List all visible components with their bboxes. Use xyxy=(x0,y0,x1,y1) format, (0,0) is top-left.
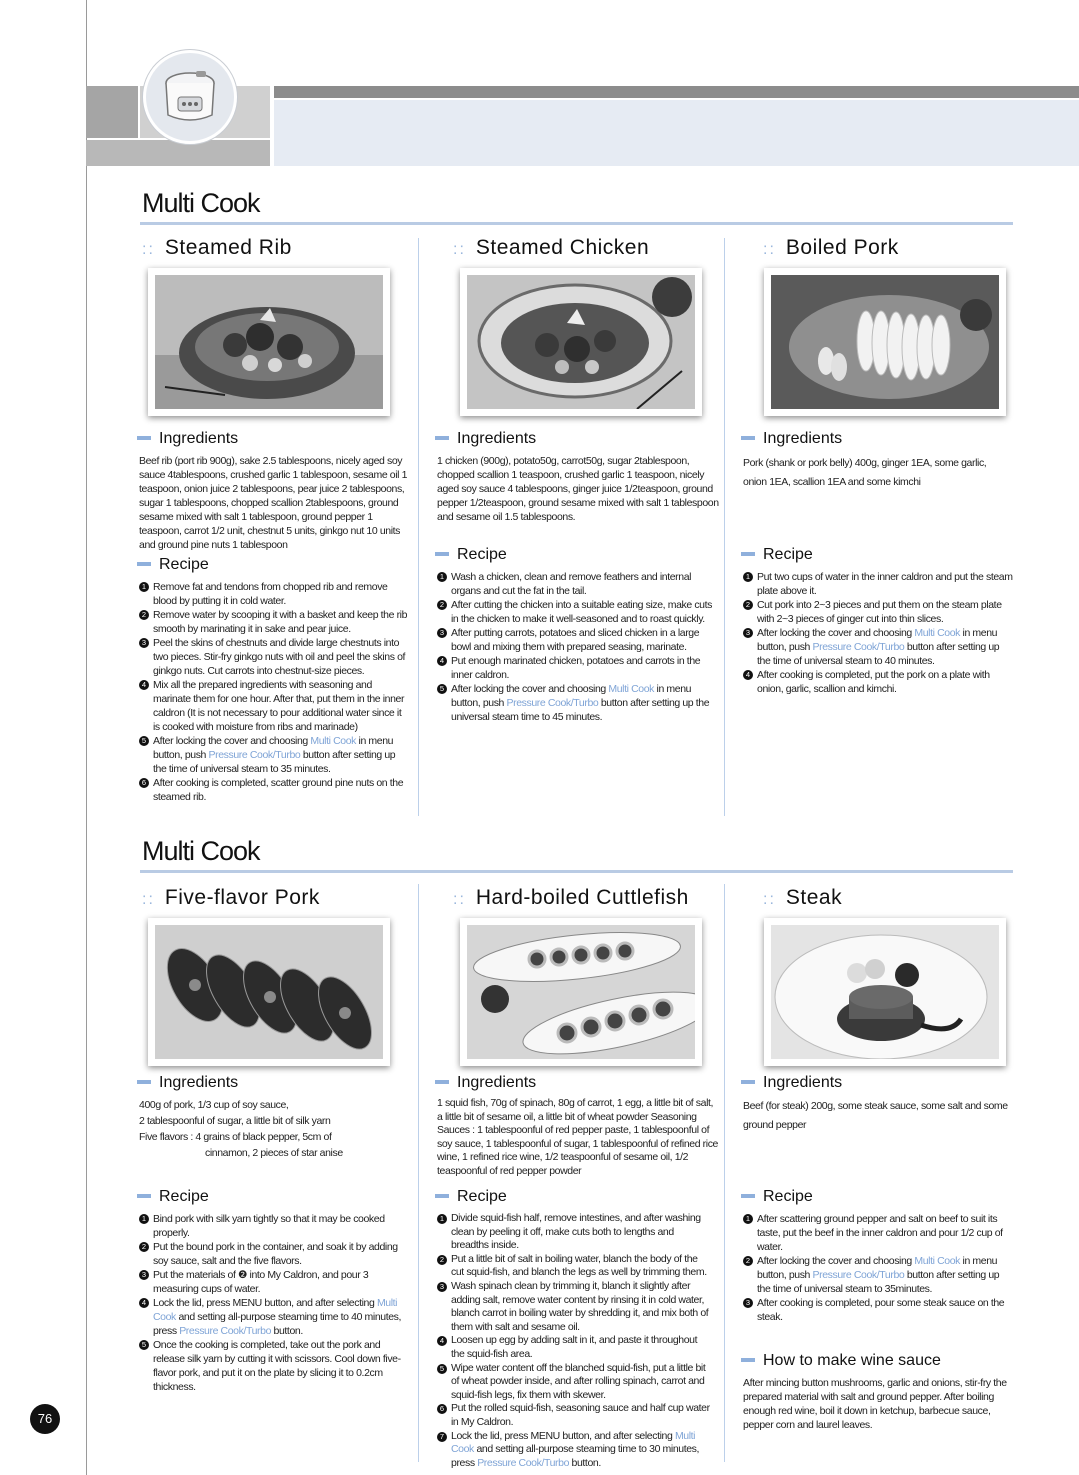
menu-button-reference: Multi Cook xyxy=(914,1255,960,1267)
recipe-steps xyxy=(437,1212,712,1470)
step-number: 3 xyxy=(743,1298,753,1308)
recipe-heading: Recipe xyxy=(457,546,507,563)
ingredients-heading: Ingredients xyxy=(457,1074,537,1091)
menu-button-reference: Multi Cook xyxy=(608,683,654,695)
menu-button-reference: Multi Cook xyxy=(310,735,356,747)
recipe-heading: Recipe xyxy=(159,556,209,573)
step-text: Put enough marinated chicken, potatoes and carrots in the inner caldron. xyxy=(451,655,701,681)
recipe-step xyxy=(437,654,712,682)
ingredients-heading: Ingredients xyxy=(159,430,239,447)
ingredients-line: 2 tablespoonful of sugar, a little bit of silk yarn xyxy=(139,1115,331,1127)
step-text: button. xyxy=(569,1456,601,1469)
ingredients-text: Beef (for steak) 200g, some steak sauce, some salt and some ground pepper xyxy=(743,1100,1008,1131)
step-number: 2 xyxy=(139,610,149,620)
step-text: After scattering ground pepper and salt on beef to suit its taste, put the beef in the inner caldron and pour 1/2 cup of water. xyxy=(757,1213,1003,1253)
ingredients-text: Beef rib (port rib 900g), sake 2.5 tablespoons, nicely aged soy sauce 4tablespoons, crushed garlic 1 tablespoon, sesame oil 1 teaspoon, onion juice 2 tablespoons, pear juice 2 tablespoons, sugar 1 tablespoons, chopped scallion 2tablespoons, ground sesame mixed with salt 1 tablespoon, ground pepper 1 teaspoon, carrot 1/2 unit, chestnut 5 units, ginkgo nut 10 units and ground pine nuts 1 tablespoon xyxy=(139,455,408,551)
dish-title: :: Steamed Chicken xyxy=(453,236,650,259)
step-text: After cooking is completed, pour some steak sauce on the steak. xyxy=(757,1297,1005,1323)
section-title: Multi Cook xyxy=(142,836,260,866)
ingredients-text xyxy=(139,1097,414,1161)
step-text: Put the rolled squid-fish, seasoning sauce and half cup water in My Caldron. xyxy=(451,1402,710,1428)
recipe-step xyxy=(437,1280,712,1334)
header-block xyxy=(86,86,138,138)
step-number: 4 xyxy=(139,680,149,690)
column-divider xyxy=(724,238,725,816)
dish-title: :: Steak xyxy=(763,886,843,909)
step-number: 2 xyxy=(743,1256,753,1266)
step-text: After cooking is completed, scatter ground pine nuts on the steamed rib. xyxy=(153,777,404,803)
section-rule xyxy=(140,870,1013,873)
recipe-step xyxy=(139,1338,410,1394)
step-text: Wash a chicken, clean and remove feathers and internal organs and cut the fat in the tail. xyxy=(451,571,692,597)
step-number: 2 xyxy=(139,1242,149,1252)
ingredients-heading: Ingredients xyxy=(159,1074,239,1091)
recipe-step xyxy=(437,1402,712,1429)
step-number: 2 xyxy=(437,600,447,610)
menu-button-reference: Multi Cook xyxy=(451,1429,696,1456)
recipe-step xyxy=(743,668,1015,696)
recipe-step xyxy=(139,678,410,734)
wine-sauce-text: After mincing button mushrooms, garlic and onions, stir-fry the prepared material with salt and ground pepper. After boiling enough red wine, boil it down in ketchup, barbecue sauce, pepper corn and laurel leaves. xyxy=(743,1377,1007,1431)
step-text: Loosen up egg by adding salt in it, and paste it throughout the squid-fish area. xyxy=(451,1334,698,1360)
step-text: Cut pork into 2~3 pieces and put them on the steam plate with 2~3 pieces of ginger cut into thin slices. xyxy=(757,599,1002,625)
recipe-step xyxy=(139,1268,410,1296)
step-number: 3 xyxy=(437,628,447,638)
step-text: After cooking is completed, put the pork on a plate with onion, garlic, scallion and kimchi. xyxy=(757,669,990,695)
header-divider xyxy=(270,86,272,166)
recipe-step xyxy=(743,570,1015,598)
recipe-step xyxy=(139,580,410,608)
ingredients-line: 400g of pork, 1/3 cup of soy sauce, xyxy=(139,1099,289,1111)
menu-button-reference: Pressure Cook/Turbo xyxy=(812,641,905,653)
step-text: in menu button, push xyxy=(757,627,998,653)
step-number: 3 xyxy=(743,628,753,638)
step-number: 1 xyxy=(743,572,753,582)
step-number: 6 xyxy=(437,1404,447,1414)
recipe-step xyxy=(743,598,1015,626)
recipe-step xyxy=(743,626,1015,668)
step-number: 1 xyxy=(437,1214,447,1224)
recipe-heading: Recipe xyxy=(763,546,813,563)
recipe-steps xyxy=(437,570,712,724)
dish-photo xyxy=(764,268,1006,416)
step-text: button after setting up the time of universal steam to 35 minutes. xyxy=(153,749,396,775)
left-margin-line xyxy=(86,0,87,1475)
step-number: 5 xyxy=(139,736,149,746)
step-text: in menu button, push xyxy=(153,735,394,761)
recipe-step xyxy=(437,1334,712,1361)
wine-sauce-heading: How to make wine sauce xyxy=(763,1352,941,1369)
recipe-step xyxy=(437,1430,712,1471)
step-text: After locking the cover and choosing xyxy=(153,735,311,747)
step-text: Wash spinach clean by trimming it, blanch it slightly after adding salt, remove water content by rinsing it in cold water, blanch carrot in boiling water by shredding it, and mix both of them with salt and sesame oil. xyxy=(451,1279,709,1333)
section-rule xyxy=(140,222,1013,225)
menu-button-reference: Pressure Cook/Turbo xyxy=(812,1269,905,1281)
step-text: After putting carrots, potatoes and sliced chicken in a large bowl and mixing them with prepared seasing, marinate. xyxy=(451,627,700,653)
recipe-step xyxy=(743,1212,1015,1254)
step-text: After locking the cover and choosing xyxy=(451,683,609,695)
column-divider xyxy=(418,238,419,816)
section-title: Multi Cook xyxy=(142,188,260,218)
step-number: 5 xyxy=(437,684,447,694)
dish-title: :: Steamed Rib xyxy=(142,236,292,259)
step-number: 6 xyxy=(139,778,149,788)
step-number: 4 xyxy=(743,670,753,680)
step-number: 1 xyxy=(437,572,447,582)
step-number: 3 xyxy=(139,638,149,648)
step-number: 4 xyxy=(139,1298,149,1308)
step-text: Mix all the prepared ingredients with seasoning and marinate them for one hour. After that, put them in the inner caldron (It is not necessary to pour additional water since it is cooked with moisture from ribs and marinade) xyxy=(153,679,405,733)
header-block xyxy=(86,140,270,166)
recipe-step xyxy=(139,1240,410,1268)
recipe-steps xyxy=(139,580,410,804)
recipe-step xyxy=(139,636,410,678)
step-text: Lock the lid, press MENU button, and after selecting xyxy=(451,1429,675,1442)
dish-photo xyxy=(148,918,390,1066)
ingredients-line: cinnamon, 2 pieces of star anise xyxy=(205,1147,343,1159)
recipe-steps xyxy=(743,570,1015,696)
recipe-step xyxy=(437,598,712,626)
step-number: 3 xyxy=(139,1270,149,1280)
recipe-step xyxy=(437,1212,712,1253)
step-number: 5 xyxy=(437,1364,447,1374)
recipe-heading: Recipe xyxy=(159,1188,209,1205)
step-text: Bind pork with silk yarn tightly so that it may be cooked properly. xyxy=(153,1213,385,1239)
dish-title: :: Five-flavor Pork xyxy=(142,886,320,909)
step-number: 1 xyxy=(139,582,149,592)
recipe-step xyxy=(139,776,410,804)
recipe-step xyxy=(437,626,712,654)
rice-cooker-icon xyxy=(143,50,237,144)
ingredients-text: 1 chicken (900g), potato50g, carrot50g, sugar 2tablespoon, chopped scallion 1 teaspoon, crushed garlic 1 teaspoon, nicely aged soy sauce 4 tablespoons, ginger juice 1/2teaspoon, ground pepper 1/2teaspoon, ground sesame mixed with salt 1 tablespoon and sesame oil 1.5 tablespoons. xyxy=(437,455,719,523)
step-number: 4 xyxy=(437,1336,447,1346)
step-text: and setting all-purpose steaming time to 40 minutes, press xyxy=(153,1311,402,1337)
menu-button-reference: Pressure Cook/Turbo xyxy=(506,697,599,709)
ingredients-heading: Ingredients xyxy=(457,430,537,447)
step-number: 7 xyxy=(437,1432,447,1442)
page-number: 76 xyxy=(30,1404,60,1434)
step-text: Put two cups of water in the inner caldron and put the steam plate above it. xyxy=(757,571,1013,597)
recipe-step xyxy=(437,1253,712,1280)
step-text: button after setting up the time of universal steam to 35minutes. xyxy=(757,1269,1000,1295)
dish-photo xyxy=(460,268,702,416)
step-text: Remove fat and tendons from chopped rib and remove blood by putting it in cold water. xyxy=(153,581,388,607)
ingredients-text: Pork (shank or pork belly) 400g, ginger 1EA, some garlic, onion 1EA, scallion 1EA and some kimchi xyxy=(743,457,987,488)
recipe-step xyxy=(437,1362,712,1403)
step-number: 2 xyxy=(437,1255,447,1265)
recipe-steps xyxy=(139,1212,410,1394)
step-text: Remove water by scooping it with a basket and keep the rib smooth by marinating it in sake and pear juice. xyxy=(153,609,408,635)
step-number: 2 xyxy=(743,600,753,610)
step-text: and setting all-purpose steaming time to 30 minutes, press xyxy=(451,1443,700,1469)
step-text: Put the materials of ❷ into My Caldron, and pour 3 measuring cups of water. xyxy=(153,1269,369,1295)
step-text: After locking the cover and choosing xyxy=(757,1255,915,1267)
recipe-step xyxy=(139,1296,410,1338)
menu-button-reference: Pressure Cook/Turbo xyxy=(208,749,301,761)
ingredients-text: 1 squid fish, 70g of spinach, 80g of carrot, 1 egg, a little bit of salt, a little bit of sesame oil, a little bit of wheat powder Seasoning Sauces : 1 tablespoonful of red pepper paste, 1 tablespoonful of soy sauce, 1 tablespoonful of sugar, 1 tablespoonful of refined rice wine, 1 refined rice wine, 1/2 teaspoonful of sesame oil, 1/2 teaspoonful of red pepper powder xyxy=(437,1097,719,1177)
ingredients-heading: Ingredients xyxy=(763,1074,843,1091)
menu-button-reference: Multi Cook xyxy=(153,1297,398,1323)
header-panel xyxy=(274,100,1079,166)
recipe-step xyxy=(437,570,712,598)
step-number: 5 xyxy=(139,1340,149,1350)
step-text: After cutting the chicken into a suitable eating size, make cuts in the chicken to make it well-seasoned and to roast quickly. xyxy=(451,599,712,625)
step-text: Peel the skins of chestnuts and divide large chestnuts into two pieces. Stir-fry ginkgo nuts with oil and peel the skins of ginkgo nuts. Cut carrots into chestnut-size pieces. xyxy=(153,637,406,677)
step-text: Wipe water content off the blanched squid-fish, put a little bit of wheat powder inside, and after rolling spinach, carrot and squid-fish legs, fix them with skewer. xyxy=(451,1361,706,1401)
step-text: button. xyxy=(271,1325,303,1337)
menu-button-reference: Pressure Cook/Turbo xyxy=(477,1456,570,1469)
step-text: in menu button, push xyxy=(757,1255,998,1281)
dish-title: :: Hard-boiled Cuttlefish xyxy=(453,886,689,909)
step-number: 3 xyxy=(437,1282,447,1292)
ingredients-line: Five flavors : 4 grains of black pepper, 5cm of xyxy=(139,1131,332,1143)
dish-photo xyxy=(460,918,702,1066)
recipe-heading: Recipe xyxy=(457,1188,507,1205)
recipe-heading: Recipe xyxy=(763,1188,813,1205)
step-text: button after setting up the time of universal steam to 40 minutes. xyxy=(757,641,1000,667)
menu-button-reference: Multi Cook xyxy=(914,627,960,639)
step-text: Lock the lid, press MENU button, and after selecting xyxy=(153,1297,377,1309)
dish-photo xyxy=(764,918,1006,1066)
column-divider xyxy=(418,884,419,1462)
recipe-step xyxy=(139,608,410,636)
step-text: Divide squid-fish half, remove intestines, and after washing clean by peeling it off, make cuts both to lengths and breadths inside. xyxy=(451,1212,701,1252)
dish-title: :: Boiled Pork xyxy=(763,236,899,259)
recipe-step xyxy=(743,1296,1015,1324)
recipe-step xyxy=(743,1254,1015,1296)
step-text: After locking the cover and choosing xyxy=(757,627,915,639)
recipe-step xyxy=(139,734,410,776)
recipe-step xyxy=(139,1212,410,1240)
step-text: Put the bound pork in the container, and soak it by adding soy sauce, salt and the five flavors. xyxy=(153,1241,398,1267)
menu-button-reference: Pressure Cook/Turbo xyxy=(179,1325,272,1337)
step-text: Once the cooking is completed, take out the pork and release silk yarn by cutting it with scissors. Cool down five-flavor pork, and put it on the plate by slicing it to 0.2cm thickness. xyxy=(153,1339,401,1393)
recipe-steps xyxy=(743,1212,1015,1324)
step-number: 1 xyxy=(139,1214,149,1224)
ingredients-heading: Ingredients xyxy=(763,430,843,447)
step-text: button after setting up the universal steam time to 45 minutes. xyxy=(451,697,710,723)
column-divider xyxy=(724,884,725,1462)
step-number: 4 xyxy=(437,656,447,666)
step-text: Put a little bit of salt in boiling water, blanch the body of the cut squid-fish, and blanch the legs as well by trimming them. xyxy=(451,1252,707,1279)
header-bar xyxy=(274,86,1079,98)
step-number: 1 xyxy=(743,1214,753,1224)
recipe-step xyxy=(437,682,712,724)
step-text: in menu button, push xyxy=(451,683,692,709)
dish-photo xyxy=(148,268,390,416)
